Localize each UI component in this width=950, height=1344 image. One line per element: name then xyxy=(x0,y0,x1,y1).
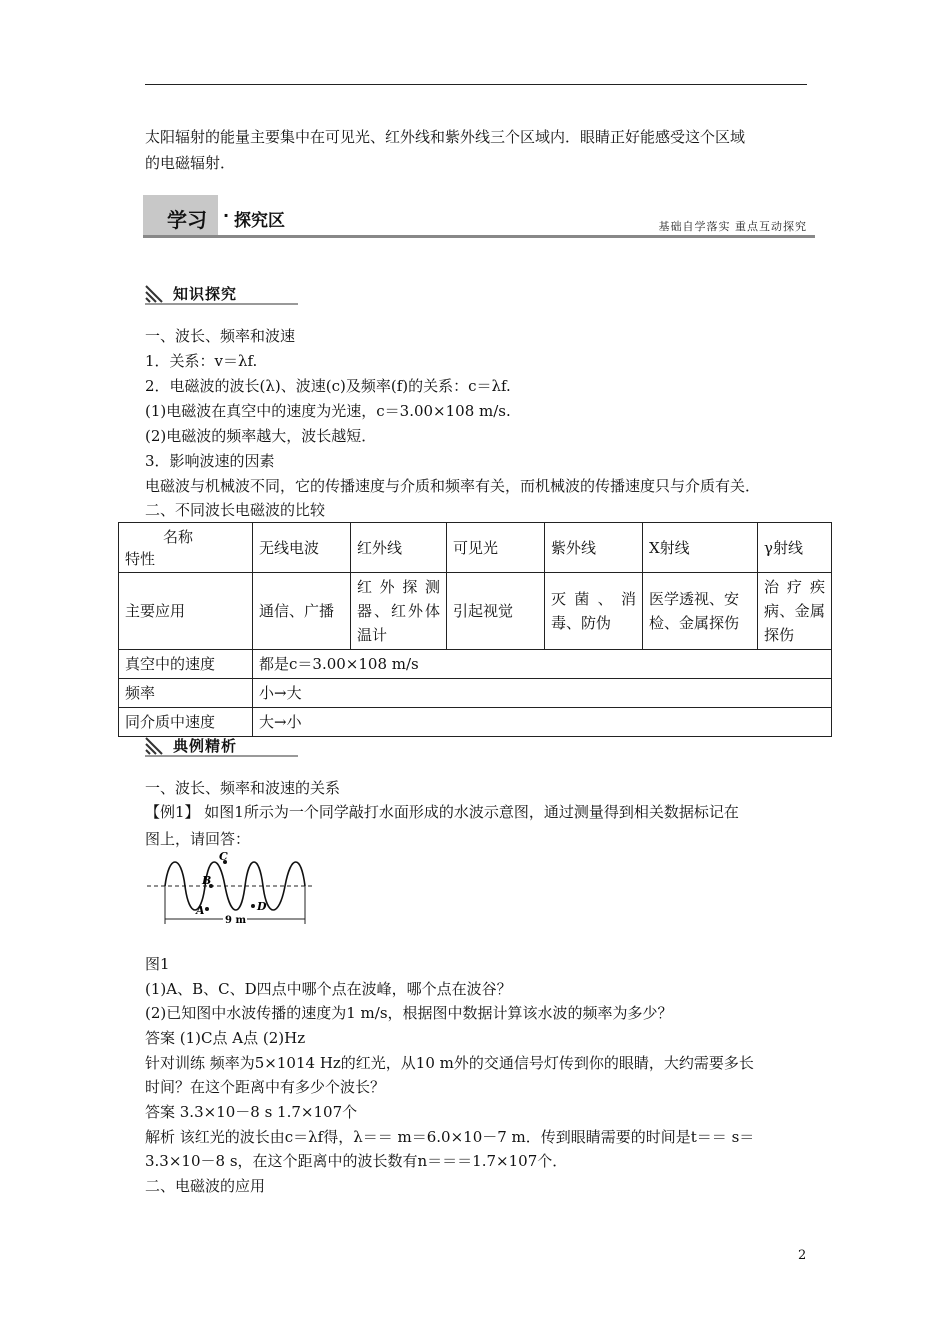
text-line: 2．电磁波的波长(λ)、波速(c)及频率(f)的关系：c＝λf. xyxy=(145,377,511,395)
corner-top-label: 名称 xyxy=(163,527,194,546)
distance-label: 9 m xyxy=(225,915,247,926)
page-number: 2 xyxy=(798,1248,807,1263)
table-header: γ射线 xyxy=(758,523,832,573)
text-line: (1)A、B、C、D四点中哪个点在波峰，哪个点在波谷？ xyxy=(145,980,512,998)
text-line: 二、电磁波的应用 xyxy=(145,1177,266,1195)
figure-caption: 图1 xyxy=(145,955,170,973)
table-row xyxy=(119,679,832,708)
section-rule xyxy=(145,303,298,305)
text-line: 1．关系：v＝λf. xyxy=(145,352,258,370)
text-line: 二、不同波长电磁波的比较 xyxy=(145,501,326,519)
table-cell: 治疗疾病、金属探伤 xyxy=(758,573,832,650)
intro-line-2: 的电磁辐射． xyxy=(145,154,236,172)
text-line: 一、波长、频率和波速 xyxy=(145,327,296,345)
text-line: 解析 该红光的波长由c＝λf得，λ＝＝ m＝6.0×10－7 m．传到眼睛需要的时间是t＝＝ s＝ xyxy=(145,1128,755,1146)
table-row-label: 真空中的速度 xyxy=(119,650,253,679)
table-row-label: 主要应用 xyxy=(119,573,253,650)
text-line: (2)电磁波的频率越大，波长越短． xyxy=(145,427,377,445)
intro-line-1: 太阳辐射的能量主要集中在可见光、红外线和紫外线三个区域内．眼睛正好能感受这个区域 xyxy=(145,128,746,146)
section-heading-examples xyxy=(145,733,298,757)
text-line: 一、波长、频率和波速的关系 xyxy=(145,779,341,797)
table-cell: 小→大 xyxy=(253,679,832,708)
table-cell: 灭菌、消毒、防伪 xyxy=(545,573,643,650)
banner-subtitle: 探究区 xyxy=(234,211,285,231)
water-wave-figure xyxy=(145,848,315,928)
section-banner xyxy=(143,195,815,239)
wave-curve xyxy=(165,862,305,910)
table-cell: 医学透视、安检、金属探伤 xyxy=(643,573,758,650)
comparison-table xyxy=(118,522,832,737)
header-rule xyxy=(145,84,807,85)
text-line: 时间？在这个距离中有多少个波长？ xyxy=(145,1078,386,1096)
section-title: 知识探究 xyxy=(173,285,238,303)
section-rule xyxy=(145,755,298,757)
section-heading-knowledge xyxy=(145,281,298,305)
table-header: 红外线 xyxy=(351,523,447,573)
point-a xyxy=(205,907,209,911)
label-b: B xyxy=(202,874,212,887)
text-line: 电磁波与机械波不同，它的传播速度与介质和频率有关，而机械波的传播速度只与介质有关． xyxy=(145,477,761,495)
text-line: 答案 (1)C点 A点 (2)Hz xyxy=(145,1029,306,1047)
table-header: 紫外线 xyxy=(545,523,643,573)
label-c: C xyxy=(219,850,228,863)
text-line: 【例1】 如图1所示为一个同学敲打水面形成的水波示意图，通过测量得到相关数据标记在 xyxy=(145,803,739,821)
table-header-row xyxy=(119,523,832,573)
table-cell: 红外探测器、红外体温计 xyxy=(351,573,447,650)
text-line: 3.3×10－8 s，在这个距离中的波长数有n＝＝＝1.7×107个． xyxy=(145,1152,568,1170)
table-row xyxy=(119,573,832,650)
table-header: X射线 xyxy=(643,523,758,573)
banner-dot: · xyxy=(223,206,230,225)
label-d: D xyxy=(257,900,267,913)
text-line: 答案 3.3×10－8 s 1.7×107个 xyxy=(145,1103,358,1121)
banner-tagline: 基础自学落实 重点互动探究 xyxy=(658,220,807,233)
diagonal-lines-icon xyxy=(145,285,163,303)
label-a: A xyxy=(196,904,205,917)
table-cell: 大→小 xyxy=(253,708,832,737)
table-row-label: 频率 xyxy=(119,679,253,708)
point-d xyxy=(251,904,255,908)
table-header: 无线电波 xyxy=(253,523,351,573)
table-cell: 引起视觉 xyxy=(447,573,545,650)
text-line: (1)电磁波在真空中的速度为光速，c＝3.00×108 m/s. xyxy=(145,402,511,420)
table-cell: 通信、广播 xyxy=(253,573,351,650)
banner-title: 学习 xyxy=(167,208,207,232)
table-cell: 都是c＝3.00×108 m/s xyxy=(253,650,832,679)
table-corner-cell xyxy=(119,523,253,573)
table-row xyxy=(119,650,832,679)
table-row-label: 同介质中速度 xyxy=(119,708,253,737)
banner-underline xyxy=(143,235,815,238)
table-header: 可见光 xyxy=(447,523,545,573)
section-title: 典例精析 xyxy=(173,737,238,755)
text-line: (2)已知图中水波传播的速度为1 m/s，根据图中数据计算该水波的频率为多少？ xyxy=(145,1004,673,1022)
text-line: 3．影响波速的因素 xyxy=(145,452,275,470)
diagonal-lines-icon xyxy=(145,737,163,755)
text-line: 针对训练 频率为5×1014 Hz的红光，从10 m外的交通信号灯传到你的眼睛，大约需要多长 xyxy=(145,1054,754,1072)
corner-bottom-label: 特性 xyxy=(125,549,156,568)
text-line: 图上，请回答： xyxy=(145,830,251,848)
